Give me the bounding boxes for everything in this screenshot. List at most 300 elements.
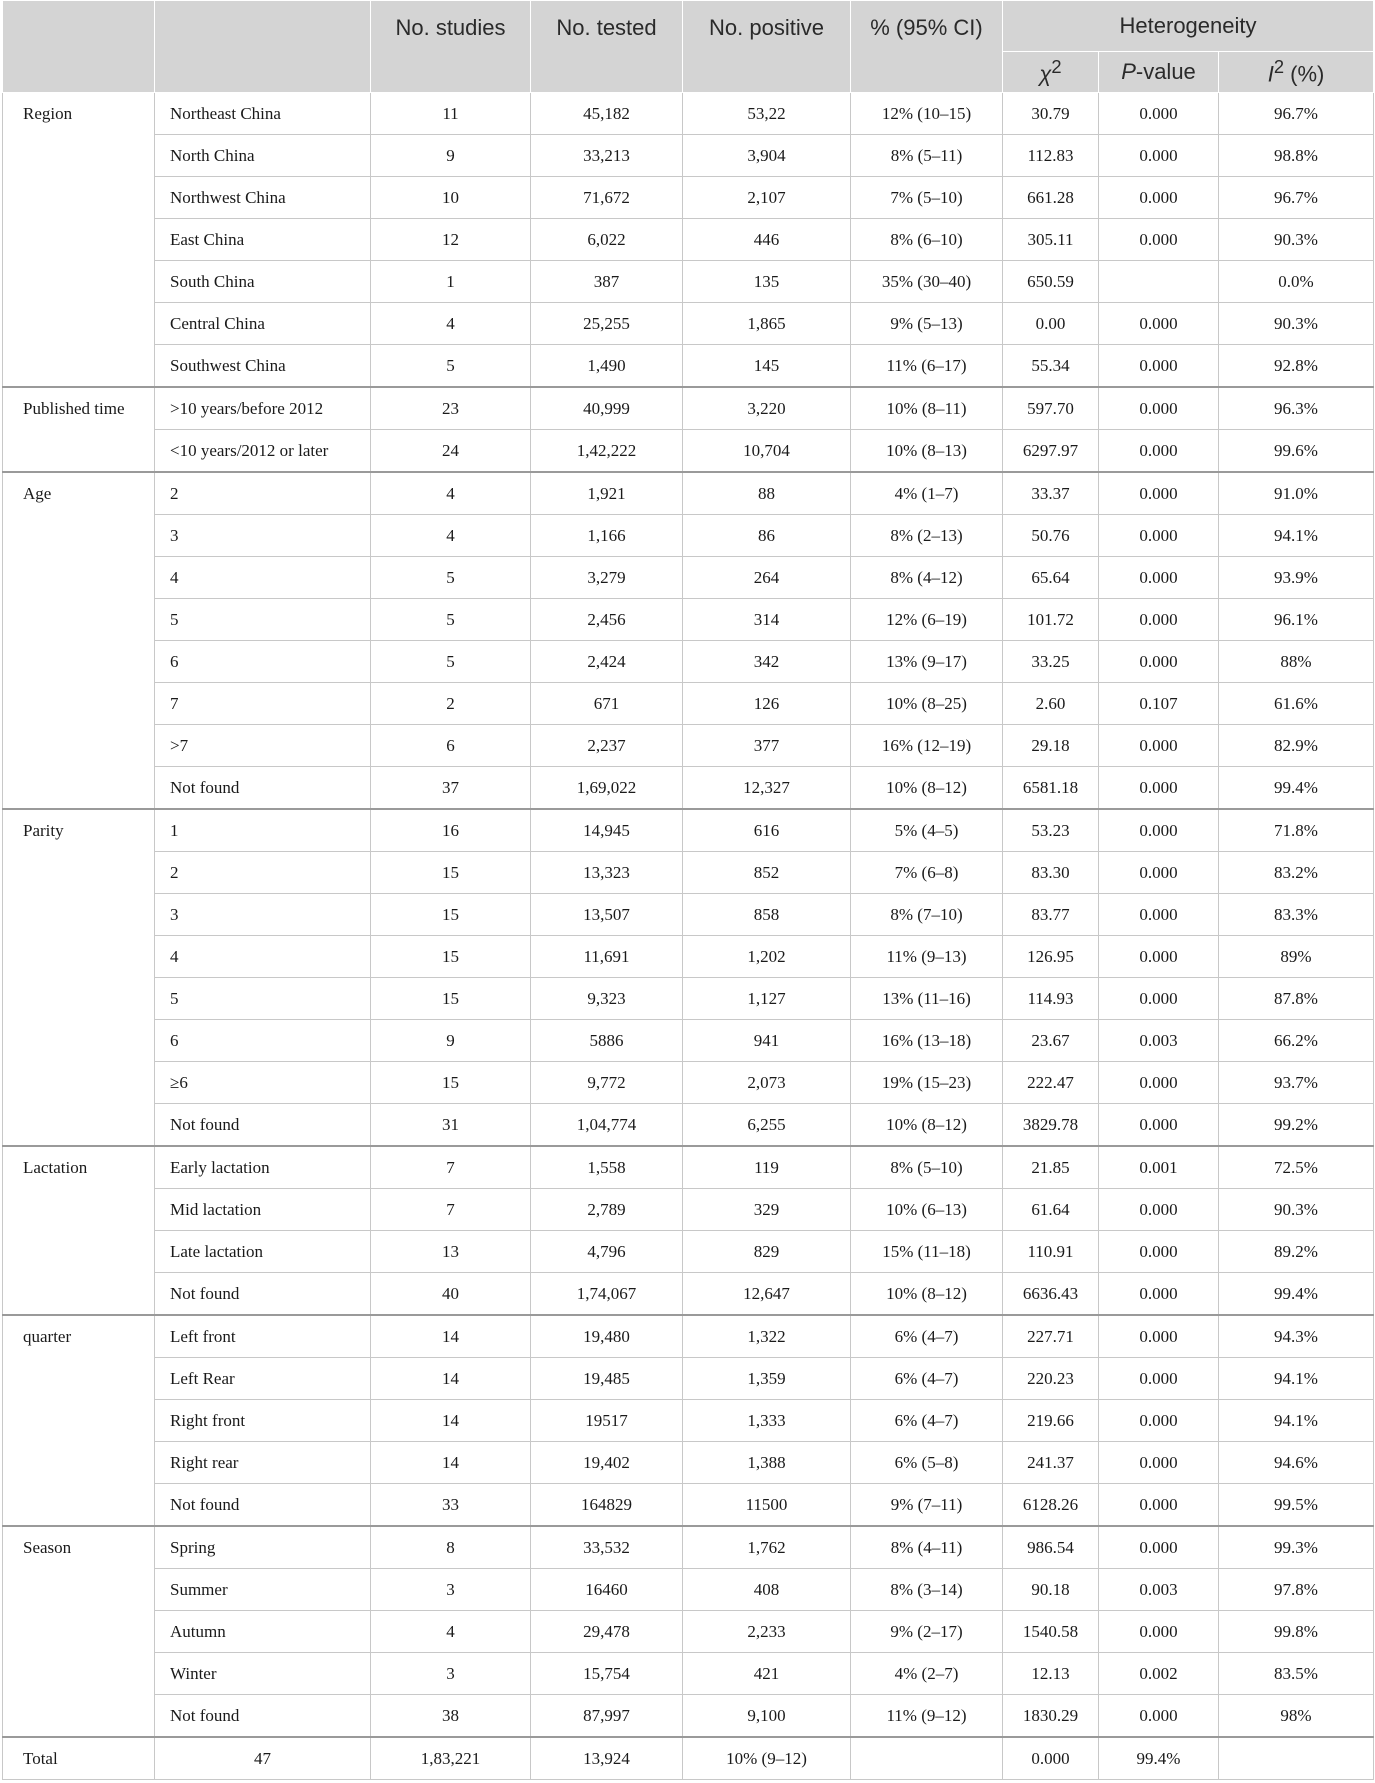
p-value-cell: 0.000 (1099, 387, 1219, 430)
positive-cell: 829 (683, 1231, 851, 1273)
i2-cell: 99.4% (1219, 1273, 1374, 1316)
tested-cell: 25,255 (531, 303, 683, 345)
p-value-cell: 0.000 (1099, 1695, 1219, 1738)
studies-cell: 5 (371, 557, 531, 599)
table-row (3, 303, 1374, 345)
chi2-cell: 6636.43 (1003, 1273, 1099, 1316)
pct-ci-cell: 9% (5–13) (851, 303, 1003, 345)
header-heterogeneity: Heterogeneity (1003, 1, 1374, 52)
subgroup-cell: Left front (155, 1315, 371, 1358)
chi2-cell: 90.18 (1003, 1569, 1099, 1611)
pct-ci-cell: 35% (30–40) (851, 261, 1003, 303)
pct-ci-cell: 12% (10–15) (851, 93, 1003, 135)
subgroup-cell: >10 years/before 2012 (155, 387, 371, 430)
subgroup-cell: Not found (155, 1273, 371, 1316)
header-i2 (1219, 52, 1374, 93)
p-value-cell: 0.000 (1099, 345, 1219, 388)
tested-cell: 1,166 (531, 515, 683, 557)
p-value-cell: 0.107 (1099, 683, 1219, 725)
studies-cell: 3 (371, 1569, 531, 1611)
subgroup-cell: Northeast China (155, 93, 371, 135)
tested-cell: 19,485 (531, 1358, 683, 1400)
positive-cell: 10,704 (683, 430, 851, 473)
pct-ci-cell: 8% (5–11) (851, 135, 1003, 177)
studies-cell: 37 (371, 767, 531, 810)
i2-cell: 82.9% (1219, 725, 1374, 767)
studies-cell: 5 (371, 599, 531, 641)
tested-cell: 33,532 (531, 1526, 683, 1569)
p-value-cell: 0.000 (1099, 894, 1219, 936)
i2-cell: 92.8% (1219, 345, 1374, 388)
header-no-tested: No. tested (531, 1, 683, 93)
studies-cell: 31 (371, 1104, 531, 1147)
table-row (3, 1484, 1374, 1527)
total-cell: 47 (155, 1737, 371, 1780)
i2-cell: 94.3% (1219, 1315, 1374, 1358)
p-value-cell: 0.000 (1099, 1442, 1219, 1484)
table-row (3, 387, 1374, 430)
p-value-cell: 0.000 (1099, 430, 1219, 473)
i2-cell: 93.7% (1219, 1062, 1374, 1104)
pct-ci-cell: 8% (3–14) (851, 1569, 1003, 1611)
chi2-cell: 12.13 (1003, 1653, 1099, 1695)
p-value-cell: 0.000 (1099, 1358, 1219, 1400)
tested-cell: 3,279 (531, 557, 683, 599)
tested-cell: 1,69,022 (531, 767, 683, 810)
total-cell: 13,924 (531, 1737, 683, 1780)
tested-cell: 19517 (531, 1400, 683, 1442)
tested-cell: 1,42,222 (531, 430, 683, 473)
p-value-cell: 0.000 (1099, 1273, 1219, 1316)
positive-cell: 264 (683, 557, 851, 599)
subgroup-cell: Right front (155, 1400, 371, 1442)
positive-cell: 6,255 (683, 1104, 851, 1147)
table-row (3, 1104, 1374, 1147)
header-p-value (1099, 52, 1219, 93)
subgroup-cell: Central China (155, 303, 371, 345)
i2-cell: 96.3% (1219, 387, 1374, 430)
positive-cell: 1,762 (683, 1526, 851, 1569)
table-row (3, 599, 1374, 641)
table-row (3, 1569, 1374, 1611)
p-value-cell: 0.000 (1099, 472, 1219, 515)
positive-cell: 314 (683, 599, 851, 641)
pct-ci-cell: 13% (11–16) (851, 978, 1003, 1020)
header-chi2 (1003, 52, 1099, 93)
studies-cell: 1 (371, 261, 531, 303)
table-row (3, 430, 1374, 473)
chi2-cell: 6581.18 (1003, 767, 1099, 810)
positive-cell: 2,233 (683, 1611, 851, 1653)
tested-cell: 9,323 (531, 978, 683, 1020)
group-label: Season (3, 1526, 155, 1737)
chi2-cell: 55.34 (1003, 345, 1099, 388)
table-row (3, 219, 1374, 261)
pct-ci-cell: 19% (15–23) (851, 1062, 1003, 1104)
studies-cell: 15 (371, 894, 531, 936)
pct-ci-cell: 10% (6–13) (851, 1189, 1003, 1231)
subgroup-cell: >7 (155, 725, 371, 767)
pct-ci-cell: 4% (1–7) (851, 472, 1003, 515)
studies-cell: 5 (371, 641, 531, 683)
i2-cell: 91.0% (1219, 472, 1374, 515)
chi2-cell: 29.18 (1003, 725, 1099, 767)
table-row (3, 1653, 1374, 1695)
pct-ci-cell: 8% (4–11) (851, 1526, 1003, 1569)
table-row (3, 1020, 1374, 1062)
table-row (3, 557, 1374, 599)
header-empty-1 (3, 1, 155, 93)
pct-ci-cell: 12% (6–19) (851, 599, 1003, 641)
chi2-cell: 6128.26 (1003, 1484, 1099, 1527)
chi2-cell: 650.59 (1003, 261, 1099, 303)
subgroup-cell: Early lactation (155, 1146, 371, 1189)
total-cell: 0.000 (1003, 1737, 1099, 1780)
pct-ci-cell: 16% (13–18) (851, 1020, 1003, 1062)
i2-cell: 89.2% (1219, 1231, 1374, 1273)
tested-cell: 1,04,774 (531, 1104, 683, 1147)
subgroup-cell: Autumn (155, 1611, 371, 1653)
studies-cell: 14 (371, 1358, 531, 1400)
tested-cell: 9,772 (531, 1062, 683, 1104)
i2-cell: 96.1% (1219, 599, 1374, 641)
studies-cell: 4 (371, 1611, 531, 1653)
group-label: Age (3, 472, 155, 809)
table-row (3, 767, 1374, 810)
chi2-cell: 112.83 (1003, 135, 1099, 177)
i-suffix: (%) (1284, 61, 1325, 87)
subgroup-cell: 6 (155, 641, 371, 683)
i2-cell: 94.1% (1219, 1400, 1374, 1442)
p-value-cell: 0.000 (1099, 1315, 1219, 1358)
tested-cell: 11,691 (531, 936, 683, 978)
tested-cell: 1,74,067 (531, 1273, 683, 1316)
i2-cell: 94.1% (1219, 515, 1374, 557)
tested-cell: 87,997 (531, 1695, 683, 1738)
tested-cell: 387 (531, 261, 683, 303)
chi2-cell: 219.66 (1003, 1400, 1099, 1442)
positive-cell: 421 (683, 1653, 851, 1695)
pct-ci-cell: 10% (8–12) (851, 767, 1003, 810)
studies-cell: 8 (371, 1526, 531, 1569)
chi2-cell: 33.37 (1003, 472, 1099, 515)
table-row (3, 177, 1374, 219)
i2-cell: 98% (1219, 1695, 1374, 1738)
pct-ci-cell: 7% (6–8) (851, 852, 1003, 894)
positive-cell: 1,322 (683, 1315, 851, 1358)
chi-symbol: χ (1039, 61, 1052, 87)
subgroup-analysis-table (2, 0, 1374, 1780)
chi2-cell: 65.64 (1003, 557, 1099, 599)
subgroup-cell: 7 (155, 683, 371, 725)
i-superscript: 2 (1273, 56, 1285, 78)
i2-cell: 99.4% (1219, 767, 1374, 810)
tested-cell: 71,672 (531, 177, 683, 219)
table-row (3, 809, 1374, 852)
positive-cell: 145 (683, 345, 851, 388)
pct-ci-cell: 9% (2–17) (851, 1611, 1003, 1653)
pct-ci-cell: 13% (9–17) (851, 641, 1003, 683)
i2-cell: 99.5% (1219, 1484, 1374, 1527)
pct-ci-cell: 8% (6–10) (851, 219, 1003, 261)
p-value-cell: 0.000 (1099, 1400, 1219, 1442)
i2-cell: 71.8% (1219, 809, 1374, 852)
table-row (3, 1315, 1374, 1358)
table-row (3, 936, 1374, 978)
p-value-cell: 0.000 (1099, 135, 1219, 177)
studies-cell: 16 (371, 809, 531, 852)
studies-cell: 14 (371, 1442, 531, 1484)
pct-ci-cell: 8% (4–12) (851, 557, 1003, 599)
i2-cell: 88% (1219, 641, 1374, 683)
p-value-cell: 0.000 (1099, 177, 1219, 219)
subgroup-cell: Winter (155, 1653, 371, 1695)
table-row (3, 1695, 1374, 1738)
studies-cell: 12 (371, 219, 531, 261)
i2-cell: 90.3% (1219, 303, 1374, 345)
subgroup-cell: Northwest China (155, 177, 371, 219)
positive-cell: 119 (683, 1146, 851, 1189)
pct-ci-cell: 16% (12–19) (851, 725, 1003, 767)
table-row (3, 1442, 1374, 1484)
positive-cell: 852 (683, 852, 851, 894)
chi2-cell: 3829.78 (1003, 1104, 1099, 1147)
chi2-cell: 110.91 (1003, 1231, 1099, 1273)
table-row (3, 1062, 1374, 1104)
i2-cell: 94.1% (1219, 1358, 1374, 1400)
tested-cell: 14,945 (531, 809, 683, 852)
chi2-cell: 227.71 (1003, 1315, 1099, 1358)
chi2-cell: 241.37 (1003, 1442, 1099, 1484)
subgroup-cell: 5 (155, 599, 371, 641)
studies-cell: 6 (371, 725, 531, 767)
pct-ci-cell: 4% (2–7) (851, 1653, 1003, 1695)
positive-cell: 1,127 (683, 978, 851, 1020)
p-value-cell: 0.000 (1099, 725, 1219, 767)
total-cell (851, 1737, 1003, 1780)
tested-cell: 40,999 (531, 387, 683, 430)
table-row (3, 261, 1374, 303)
p-value-cell: 0.000 (1099, 93, 1219, 135)
subgroup-cell: North China (155, 135, 371, 177)
chi2-cell: 83.77 (1003, 894, 1099, 936)
tested-cell: 29,478 (531, 1611, 683, 1653)
studies-cell: 14 (371, 1400, 531, 1442)
subgroup-cell: <10 years/2012 or later (155, 430, 371, 473)
positive-cell: 2,107 (683, 177, 851, 219)
chi2-cell: 83.30 (1003, 852, 1099, 894)
pct-ci-cell: 6% (4–7) (851, 1400, 1003, 1442)
subgroup-cell: Spring (155, 1526, 371, 1569)
header-no-studies: No. studies (371, 1, 531, 93)
studies-cell: 33 (371, 1484, 531, 1527)
chi2-cell: 61.64 (1003, 1189, 1099, 1231)
positive-cell: 88 (683, 472, 851, 515)
studies-cell: 13 (371, 1231, 531, 1273)
i-letter: I (1267, 61, 1274, 87)
p-suffix: -value (1135, 59, 1196, 84)
studies-cell: 4 (371, 303, 531, 345)
p-value-cell: 0.000 (1099, 1104, 1219, 1147)
subgroup-cell: 3 (155, 515, 371, 557)
studies-cell: 10 (371, 177, 531, 219)
pct-ci-cell: 11% (9–13) (851, 936, 1003, 978)
p-value-cell: 0.000 (1099, 303, 1219, 345)
positive-cell: 12,327 (683, 767, 851, 810)
studies-cell: 7 (371, 1189, 531, 1231)
chi2-cell: 50.76 (1003, 515, 1099, 557)
tested-cell: 164829 (531, 1484, 683, 1527)
table-row (3, 1273, 1374, 1316)
i2-cell: 99.2% (1219, 1104, 1374, 1147)
pct-ci-cell: 8% (7–10) (851, 894, 1003, 936)
studies-cell: 14 (371, 1315, 531, 1358)
i2-cell: 83.3% (1219, 894, 1374, 936)
tested-cell: 2,789 (531, 1189, 683, 1231)
tested-cell: 15,754 (531, 1653, 683, 1695)
pct-ci-cell: 6% (4–7) (851, 1315, 1003, 1358)
subgroup-cell: ≥6 (155, 1062, 371, 1104)
p-value-cell: 0.000 (1099, 641, 1219, 683)
table-row (3, 515, 1374, 557)
subgroup-cell: Right rear (155, 1442, 371, 1484)
subgroup-cell: Summer (155, 1569, 371, 1611)
table-row (3, 1189, 1374, 1231)
table-row (3, 345, 1374, 388)
table-row (3, 894, 1374, 936)
positive-cell: 1,388 (683, 1442, 851, 1484)
p-value-cell: 0.000 (1099, 557, 1219, 599)
p-value-cell: 0.002 (1099, 1653, 1219, 1695)
p-value-cell (1099, 261, 1219, 303)
i2-cell: 83.5% (1219, 1653, 1374, 1695)
tested-cell: 13,323 (531, 852, 683, 894)
positive-cell: 12,647 (683, 1273, 851, 1316)
tested-cell: 19,402 (531, 1442, 683, 1484)
i2-cell: 0.0% (1219, 261, 1374, 303)
subgroup-cell: 4 (155, 936, 371, 978)
tested-cell: 2,424 (531, 641, 683, 683)
i2-cell: 90.3% (1219, 1189, 1374, 1231)
group-label: Published time (3, 387, 155, 472)
studies-cell: 40 (371, 1273, 531, 1316)
group-label: quarter (3, 1315, 155, 1526)
i2-cell: 97.8% (1219, 1569, 1374, 1611)
table-row (3, 1611, 1374, 1653)
i2-cell: 89% (1219, 936, 1374, 978)
studies-cell: 2 (371, 683, 531, 725)
pct-ci-cell: 10% (8–11) (851, 387, 1003, 430)
tested-cell: 5886 (531, 1020, 683, 1062)
group-label: Lactation (3, 1146, 155, 1315)
positive-cell: 53,22 (683, 93, 851, 135)
table-row (3, 1526, 1374, 1569)
pct-ci-cell: 5% (4–5) (851, 809, 1003, 852)
table-row (3, 725, 1374, 767)
i2-cell: 87.8% (1219, 978, 1374, 1020)
table-row (3, 1358, 1374, 1400)
studies-cell: 7 (371, 1146, 531, 1189)
tested-cell: 6,022 (531, 219, 683, 261)
i2-cell: 96.7% (1219, 93, 1374, 135)
p-value-cell: 0.000 (1099, 1231, 1219, 1273)
tested-cell: 45,182 (531, 93, 683, 135)
tested-cell: 2,237 (531, 725, 683, 767)
positive-cell: 616 (683, 809, 851, 852)
subgroup-cell: East China (155, 219, 371, 261)
tested-cell: 19,480 (531, 1315, 683, 1358)
studies-cell: 23 (371, 387, 531, 430)
p-value-cell: 0.000 (1099, 1526, 1219, 1569)
table-row (3, 1231, 1374, 1273)
subgroup-cell: Not found (155, 1484, 371, 1527)
subgroup-cell: 2 (155, 852, 371, 894)
table-row (3, 472, 1374, 515)
tested-cell: 16460 (531, 1569, 683, 1611)
positive-cell: 135 (683, 261, 851, 303)
p-letter: P (1121, 59, 1136, 84)
table-row (3, 978, 1374, 1020)
pct-ci-cell: 11% (6–17) (851, 345, 1003, 388)
subgroup-cell: 5 (155, 978, 371, 1020)
subgroup-cell: 1 (155, 809, 371, 852)
table-row (3, 1400, 1374, 1442)
tested-cell: 1,921 (531, 472, 683, 515)
studies-cell: 15 (371, 1062, 531, 1104)
p-value-cell: 0.003 (1099, 1569, 1219, 1611)
p-value-cell: 0.000 (1099, 1484, 1219, 1527)
p-value-cell: 0.000 (1099, 515, 1219, 557)
p-value-cell: 0.001 (1099, 1146, 1219, 1189)
positive-cell: 408 (683, 1569, 851, 1611)
i2-cell: 83.2% (1219, 852, 1374, 894)
studies-cell: 4 (371, 472, 531, 515)
subgroup-cell: Left Rear (155, 1358, 371, 1400)
pct-ci-cell: 8% (2–13) (851, 515, 1003, 557)
chi2-cell: 986.54 (1003, 1526, 1099, 1569)
studies-cell: 3 (371, 1653, 531, 1695)
table-row (3, 93, 1374, 135)
p-value-cell: 0.000 (1099, 936, 1219, 978)
p-value-cell: 0.000 (1099, 978, 1219, 1020)
group-label: Region (3, 93, 155, 388)
pct-ci-cell: 8% (5–10) (851, 1146, 1003, 1189)
chi2-cell: 222.47 (1003, 1062, 1099, 1104)
chi2-cell: 1830.29 (1003, 1695, 1099, 1738)
total-cell: 99.4% (1099, 1737, 1219, 1780)
p-value-cell: 0.000 (1099, 599, 1219, 641)
studies-cell: 9 (371, 1020, 531, 1062)
chi2-cell: 305.11 (1003, 219, 1099, 261)
header-no-positive: No. positive (683, 1, 851, 93)
i2-cell: 61.6% (1219, 683, 1374, 725)
pct-ci-cell: 11% (9–12) (851, 1695, 1003, 1738)
i2-cell: 93.9% (1219, 557, 1374, 599)
chi2-cell: 21.85 (1003, 1146, 1099, 1189)
table-header (3, 1, 1374, 93)
chi2-cell: 114.93 (1003, 978, 1099, 1020)
table-row (3, 135, 1374, 177)
i2-cell: 66.2% (1219, 1020, 1374, 1062)
subgroup-cell: 3 (155, 894, 371, 936)
studies-cell: 15 (371, 978, 531, 1020)
chi2-cell: 101.72 (1003, 599, 1099, 641)
table-body (3, 93, 1374, 1780)
i2-cell: 90.3% (1219, 219, 1374, 261)
pct-ci-cell: 9% (7–11) (851, 1484, 1003, 1527)
pct-ci-cell: 15% (11–18) (851, 1231, 1003, 1273)
chi2-cell: 220.23 (1003, 1358, 1099, 1400)
